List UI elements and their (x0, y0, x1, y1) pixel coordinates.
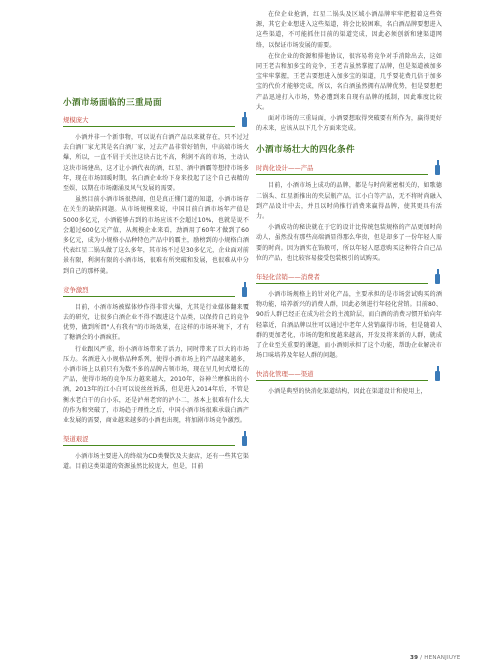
paragraph: 小酒并非一个新事物，可以说有白酒产品以来就存在，只不过过去白酒厂家尤其是名白酒厂家，过去产品非常好销售，中高端市场火爆，所以，一直不屑于关注这块占比不高，利润不高的市场，主动认这块市场建出，这才让小酒代表的酒，红星、酒中酒霸等想持市场多年，现在市场回暖时期，名白酒企业纷下身来投起了这个自己表精的至娱，以期在市场潮涌及风气发展的需要。 (63, 134, 249, 193)
subhead-management (256, 367, 442, 381)
subhead-rule (256, 380, 428, 381)
subhead-rule (63, 126, 235, 127)
subhead-rule (256, 174, 428, 175)
subhead-label: 规模庞大 (63, 116, 89, 124)
section-title: 小酒市场面临的三重局面 (63, 98, 162, 108)
subhead-label: 竞争激烈 (63, 285, 89, 294)
bottle-icon (435, 160, 440, 175)
subhead-label: 快消化管理——渠道 (256, 370, 314, 379)
magazine-name: HENANJIUYE (424, 655, 461, 661)
subhead-label: 渠道艰涩 (63, 435, 89, 444)
bottle-icon (435, 366, 440, 381)
subhead-rule (256, 283, 428, 284)
bottle-icon (242, 112, 247, 127)
paragraph: 虽然目前小酒市场很热闹，但是真正懂门道的知道，小酒市场存在关生的缺陷问题。从市场规模来说，中国目前白酒市场年产值是5000多亿元，小酒能够占到的市场应该不会超过10%，也就是说不会超过600亿元产值，从规模企业来看，劲酒用了60年才做到了60多亿元，成为小规格小品种特色产品中的霸主，励榜到的小规格白酒代表红星二锅头做了这么多年，其市场不过是30多亿元，企业面对前景有限，利润有限的小酒市场，很难有所突破和发展，也很难从中分到自己的那杯羹。 (63, 196, 249, 275)
paragraph: 目前，小酒市场被媒体炒作得非常火爆，尤其是行业媒体翻来覆去的研究，让很多白酒企业不得不跟进这个品类，以保持自己的竞争优势，做到所谓"人有我有"的市场效果，在这样的市场环境下，才有了糖酒会的小酒疯狂。 (63, 303, 249, 342)
right-column (256, 0, 442, 399)
bottle-icon (242, 431, 247, 446)
subhead-design (256, 161, 442, 175)
subhead-rule (63, 445, 235, 446)
page-number: 39 (410, 655, 419, 661)
subhead-rule (63, 296, 235, 297)
subhead-competition (63, 283, 249, 297)
paragraph: 小酒成功的秘诀就在于它的设计比传统包装规格的产品更加时尚动人，虽然没有那些高端酒显得那么华贵，但是却多了一份年轻人需要的时尚。因为酒实在饰般可，所以年轻人愿意购买这种符合自己品位的产品，也比较容易接受包装极引的试购买。 (256, 224, 442, 262)
left-column (63, 0, 249, 474)
subhead-scale (63, 113, 249, 127)
section-title: 小酒市场壮大的四化条件 (256, 145, 355, 156)
paragraph: 在位企业的资源和排他协议，很容易将竞争对手消除出去，这如同王老吉和加多宝的竞争，王老吉虽然掌握了品牌，但是渠道被加多宝牢牢掌握，王老吉要想进入加多宝的渠道，几乎要花费几倍于加多宝的代价才能够完成，所以，名白酒虽然拥有品牌优势，但是要想把产品迅速打入市场，势必遭到来自现有品牌的抵制，因此难度比较大。 (256, 52, 442, 111)
paragraph: 在位企业抢酒，红星二锅头及区域小酒品牌牢牢把握着这些资源，其它企业想进入这些渠道，将会比较困难，名白酒品牌要想进入这些渠道，不可能抓住目前的渠道完成，因此必须创新和建渠道网络，以保证市场发展的需要。 (256, 11, 442, 49)
paragraph: 行业跟风严重，纷小酒市场带来了活力，同时带来了巨大的市场压力。名酒进入小规格品种系列，使得小酒市场上的产品越来越多，小酒市场上以前只有为数不多的品牌占领市场，现在呈几何式增长的产品，使得市场的竞争压力越来越大，2010年，谷神兰摩推出的小酒，2013年的江小白可以说丝丝诉禹，但是进入2014年后，不管是衡水老白干的白小乐，还是泸州老窖的泸小二，基本上很难有什么大的作为和突破了，市场趋于理性之后，中国小酒市场很难承载白酒产业发展的需要，商业越来越多的小酒也出现，将加剧市场竞争激烈。 (63, 345, 249, 425)
paragraph: 目前，小酒市场上成功的品牌，都是与时尚紧密相关的，如歌德二锅头、红星新推出的夹层瓶产品，江小白等产品，无不将时尚融入到产品设计中去，并且以时尚推行消费来赢得品牌，使其更具有活力。 (256, 182, 442, 221)
paragraph: 面对市场的三重局面，小酒要想取得突破要有所作为，赢得更好的未来，应该从以下几个方面来完成。 (256, 115, 442, 133)
page-footer: 39 / HENANJIUYE (410, 655, 461, 661)
bottle-icon (435, 269, 440, 284)
subhead-label: 时尚化设计——产品 (256, 164, 314, 173)
paragraph: 小酒市场规格上的针对化产品，主要承担的是市场尝试购买的酒物功能，培养新兴的消费人群，因此必须进行年轻化营销。目前80、90后人群已经正在成为社会的主流阶层，而白酒的消费习惯开始向年轻靠近，自酒品牌以往可以通过中老年人营销赢得市场，但是随着人群的更加老化，市场的饱和度越来越高，开发及将来新的人群，就成了企业至关重要的课题，而小酒则承担了这个功能，帮助企业解决市场口味培养及年轻人群的问题。 (256, 291, 442, 360)
bottle-icon (242, 282, 247, 297)
subhead-label: 年轻化营销——消费者 (256, 273, 320, 282)
subhead-channel (63, 432, 249, 446)
paragraph: 小酒市场主要进入的终端为CD类餐饮及夫妻店，还有一些其它渠道。目前这类渠道的资源虽然比较庞大，但是，目前 (63, 453, 249, 471)
subhead-marketing (256, 270, 442, 284)
paragraph: 小酒是典型的快消化渠道结构，因此在渠道设计和使用上， (268, 388, 427, 396)
